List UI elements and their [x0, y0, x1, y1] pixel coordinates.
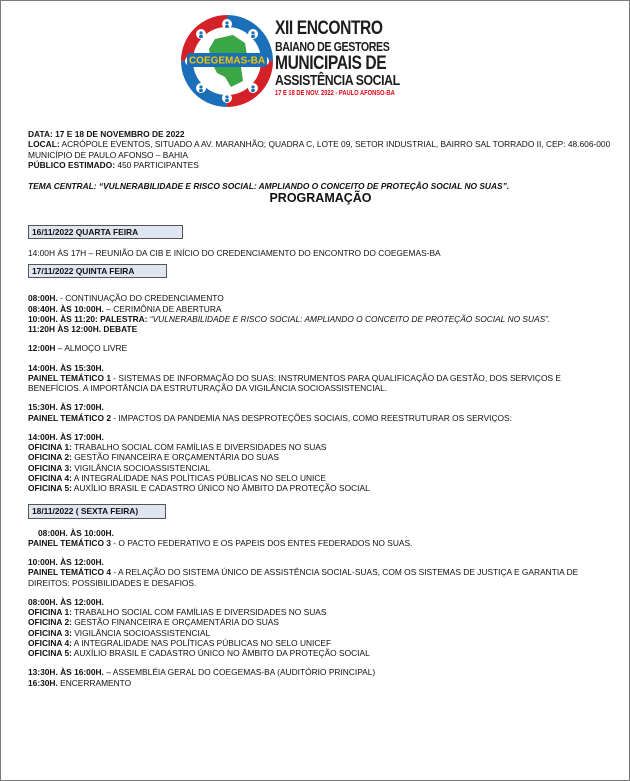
tema-central: [28, 181, 613, 191]
panel-label: PAINEL TEMÁTICO 2: [28, 412, 111, 423]
day-3-item-a: [28, 538, 613, 548]
day-2-item-f-time: 14:00H. ÀS 15:30H.: [28, 362, 104, 373]
event-title-line-2: BAIANO DE GESTORES: [275, 39, 390, 54]
oficina-label: OFICINA 1:: [28, 442, 72, 452]
item-text: ENCERRAMENTO: [57, 677, 132, 688]
oficina-text: TRABALHO SOCIAL COM FAMÍLIAS E DIVERSIDADES NO SUAS: [71, 607, 327, 617]
day-3-item-d: [28, 667, 613, 677]
data-label: DATA:: [28, 129, 53, 139]
oficina-text: GESTÃO FINANCEIRA E ORÇAMENTÁRIA DO SUAS: [71, 452, 279, 463]
panel-label: PAINEL TEMÁTICO 1: [28, 372, 111, 383]
event-title-line-3: MUNICIPAIS DE: [275, 53, 387, 74]
oficina-label: OFICINA 5:: [28, 483, 72, 493]
item-text: – ALMOÇO LIVRE: [55, 343, 128, 354]
oficina-label: OFICINA 2:: [28, 617, 72, 628]
oficina-row: [28, 628, 613, 638]
publico-value: 450 PARTICIPANTES: [117, 159, 199, 170]
day-2-item-e: [28, 343, 613, 353]
time-label: 11:20H ÀS 12:00H. DEBATE: [28, 324, 138, 334]
item-text: - IMPACTOS DA PANDEMIA NAS DESPROTEÇÕES SOCIAIS, COMO REESTRUTURAR OS SERVIÇOS:: [110, 412, 512, 423]
oficina-row: [28, 463, 613, 473]
event-info: [28, 129, 613, 170]
time-label: 08:40H. ÀS 10:00H.: [28, 303, 104, 314]
day-2-item-h-time: 14:00H. ÀS 17:00H.: [28, 431, 104, 442]
item-text: – ASSEMBLÉIA GERAL DO COEGEMAS-BA (AUDITÓRIO PRINCIPAL): [103, 667, 376, 678]
oficina-label: OFICINA 5:: [28, 648, 72, 658]
oficina-row: [28, 483, 613, 493]
day-2-item-g: [28, 413, 613, 423]
oficina-text: GESTÃO FINANCEIRA E ORÇAMENTÁRIA DO SUAS: [71, 617, 279, 628]
time-label: 12:00H: [28, 343, 56, 354]
day-3-item-b: [28, 567, 613, 588]
event-logo: [181, 15, 481, 115]
day-3-item-e: [28, 678, 613, 688]
item-text: - A RELAÇÃO DO SISTEMA ÚNICO DE ASSISTÊNCIA SOCIAL-SUAS, COM OS SISTEMAS DE JUSTIÇA E GARANTIA DE DIREITOS: POSSIBILIDADES E DESAFIOS.: [28, 567, 579, 588]
day-3-header: 18/11/2022 ( SEXTA FEIRA): [28, 504, 166, 518]
brand-label: COEGEMAS-BA: [188, 55, 266, 67]
event-title-line-1: XII ENCONTRO: [275, 18, 383, 39]
oficina-text: TRABALHO SOCIAL COM FAMÍLIAS E DIVERSIDADES NO SUAS: [71, 442, 327, 452]
day-2-header: 17/11/2022 QUINTA FEIRA: [28, 264, 167, 278]
local-label: LOCAL:: [28, 139, 60, 150]
item-text: - SISTEMAS DE INFORMAÇÃO DO SUAS: INSTRUMENTOS PARA QUALIFICAÇÃO DA GESTÃO, DOS SERVIÇOS E BENEFÍCIOS. A IMPORTÂNCIA DA ESTRUTURAÇÃO DA VIGILÂNCIA SOCIOASSISTENCIAL.: [28, 372, 561, 393]
day-1-header: 16/11/2022 QUARTA FEIRA: [28, 225, 183, 239]
oficina-label: OFICINA 2:: [28, 452, 72, 463]
oficina-text: VIGILÂNCIA SOCIOASSISTENCIAL: [71, 627, 211, 638]
day-2-item-g-time: 15:30H. ÀS 17:00H.: [28, 402, 104, 413]
oficina-text: VIGILÂNCIA SOCIOASSISTENCIAL: [71, 462, 211, 473]
oficina-row: [28, 617, 613, 627]
day-2-item-d: [28, 324, 613, 334]
local-value: ACRÓPOLE EVENTOS, SITUADO A AV. MARANHÃO; QUADRA C, LOTE 09, SETOR INDUSTRIAL, BAIRRO SAL TORRADO II, CEP: 48.606-000 MUNICÍPIO DE PAULO AFONSO – BAHIA: [28, 139, 611, 160]
day-1-item-1: 14:00H ÀS 17H – REUNIÃO DA CIB E INÍCIO DO CREDENCIAMENTO DO ENCONTRO DO COEGEMAS-BA: [28, 247, 441, 258]
oficina-row: [28, 442, 613, 452]
time-label: 08:00H.: [28, 293, 58, 304]
event-title-line-4: ASSISTÊNCIA SOCIAL: [275, 72, 400, 89]
oficina-text: AUXÍLIO BRASIL E CADASTRO ÚNICO NO ÂMBITO DA PROTEÇÃO SOCIAL: [71, 648, 370, 658]
item-text: - CONTINUAÇÃO DO CREDENCIAMENTO: [57, 293, 224, 304]
tema-label: TEMA CENTRAL:: [28, 181, 97, 191]
item-text: - O PACTO FEDERATIVO E OS PAPEIS DOS ENTES FEDERADOS NO SUAS.: [110, 537, 413, 548]
panel-label: PAINEL TEMÁTICO 3: [28, 537, 111, 548]
oficina-text: A INTEGRALIDADE NAS POLÍTICAS PÚBLICAS NO SELO UNICEF: [71, 637, 332, 648]
oficina-label: OFICINA 3:: [28, 627, 72, 638]
coegemas-emblem-icon: [181, 15, 273, 107]
publico-label: PÚBLICO ESTIMADO:: [28, 159, 116, 170]
oficina-row: [28, 473, 613, 483]
day-2-item-b: [28, 304, 613, 314]
programacao-title: PROGRAMAÇÃO: [269, 191, 372, 206]
day-3-item-b-time: 10:00H. ÀS 12:00H.: [28, 557, 104, 567]
oficina-row: [28, 452, 613, 462]
oficina-label: OFICINA 4:: [28, 472, 72, 483]
oficina-row: [28, 638, 613, 648]
item-text: “VULNERABILIDADE E RISCO SOCIAL: AMPLIANDO O CONCEITO DE PROTEÇÃO SOCIAL NO SUAS”.: [147, 313, 551, 324]
oficina-text: AUXÍLIO BRASIL E CADASTRO ÚNICO NO ÂMBITO DA PROTEÇÃO SOCIAL: [71, 483, 370, 493]
time-label: 13:30H. ÀS 16:00H.: [28, 667, 104, 678]
day-3-item-c-time: 08:00H. ÀS 12:00H.: [28, 596, 104, 607]
time-label: 16:30H.: [28, 677, 58, 688]
day-3-item-a-time: 08:00H. ÀS 10:00H.: [38, 527, 114, 538]
item-text: – CERIMÔNIA DE ABERTURA: [103, 303, 222, 314]
event-date-place: 17 E 18 DE NOV. 2022 - PAULO AFONSO-BA: [275, 90, 395, 97]
day-2-item-a: [28, 293, 613, 303]
oficina-text: A INTEGRALIDADE NAS POLÍTICAS PÚBLICAS NO SELO UNICE: [71, 472, 327, 483]
document-body: [28, 129, 613, 688]
oficina-row: [28, 648, 613, 658]
tema-value: “VULNERABILIDADE E RISCO SOCIAL: AMPLIANDO O CONCEITO DE PROTEÇÃO SOCIAL NO SUAS”.: [98, 181, 510, 191]
oficina-row: [28, 607, 613, 617]
oficina-label: OFICINA 4:: [28, 637, 72, 648]
oficina-label: OFICINA 1:: [28, 607, 72, 617]
oficina-label: OFICINA 3:: [28, 462, 72, 473]
day-2-item-f: [28, 373, 613, 394]
day-2-item-c: [28, 314, 613, 324]
time-label: 10:00H. ÀS 11:20: PALESTRA:: [28, 313, 148, 324]
panel-label: PAINEL TEMÁTICO 4: [28, 567, 111, 578]
event-title-block: [275, 19, 495, 97]
data-value: 17 E 18 DE NOVEMBRO DE 2022: [55, 129, 185, 139]
